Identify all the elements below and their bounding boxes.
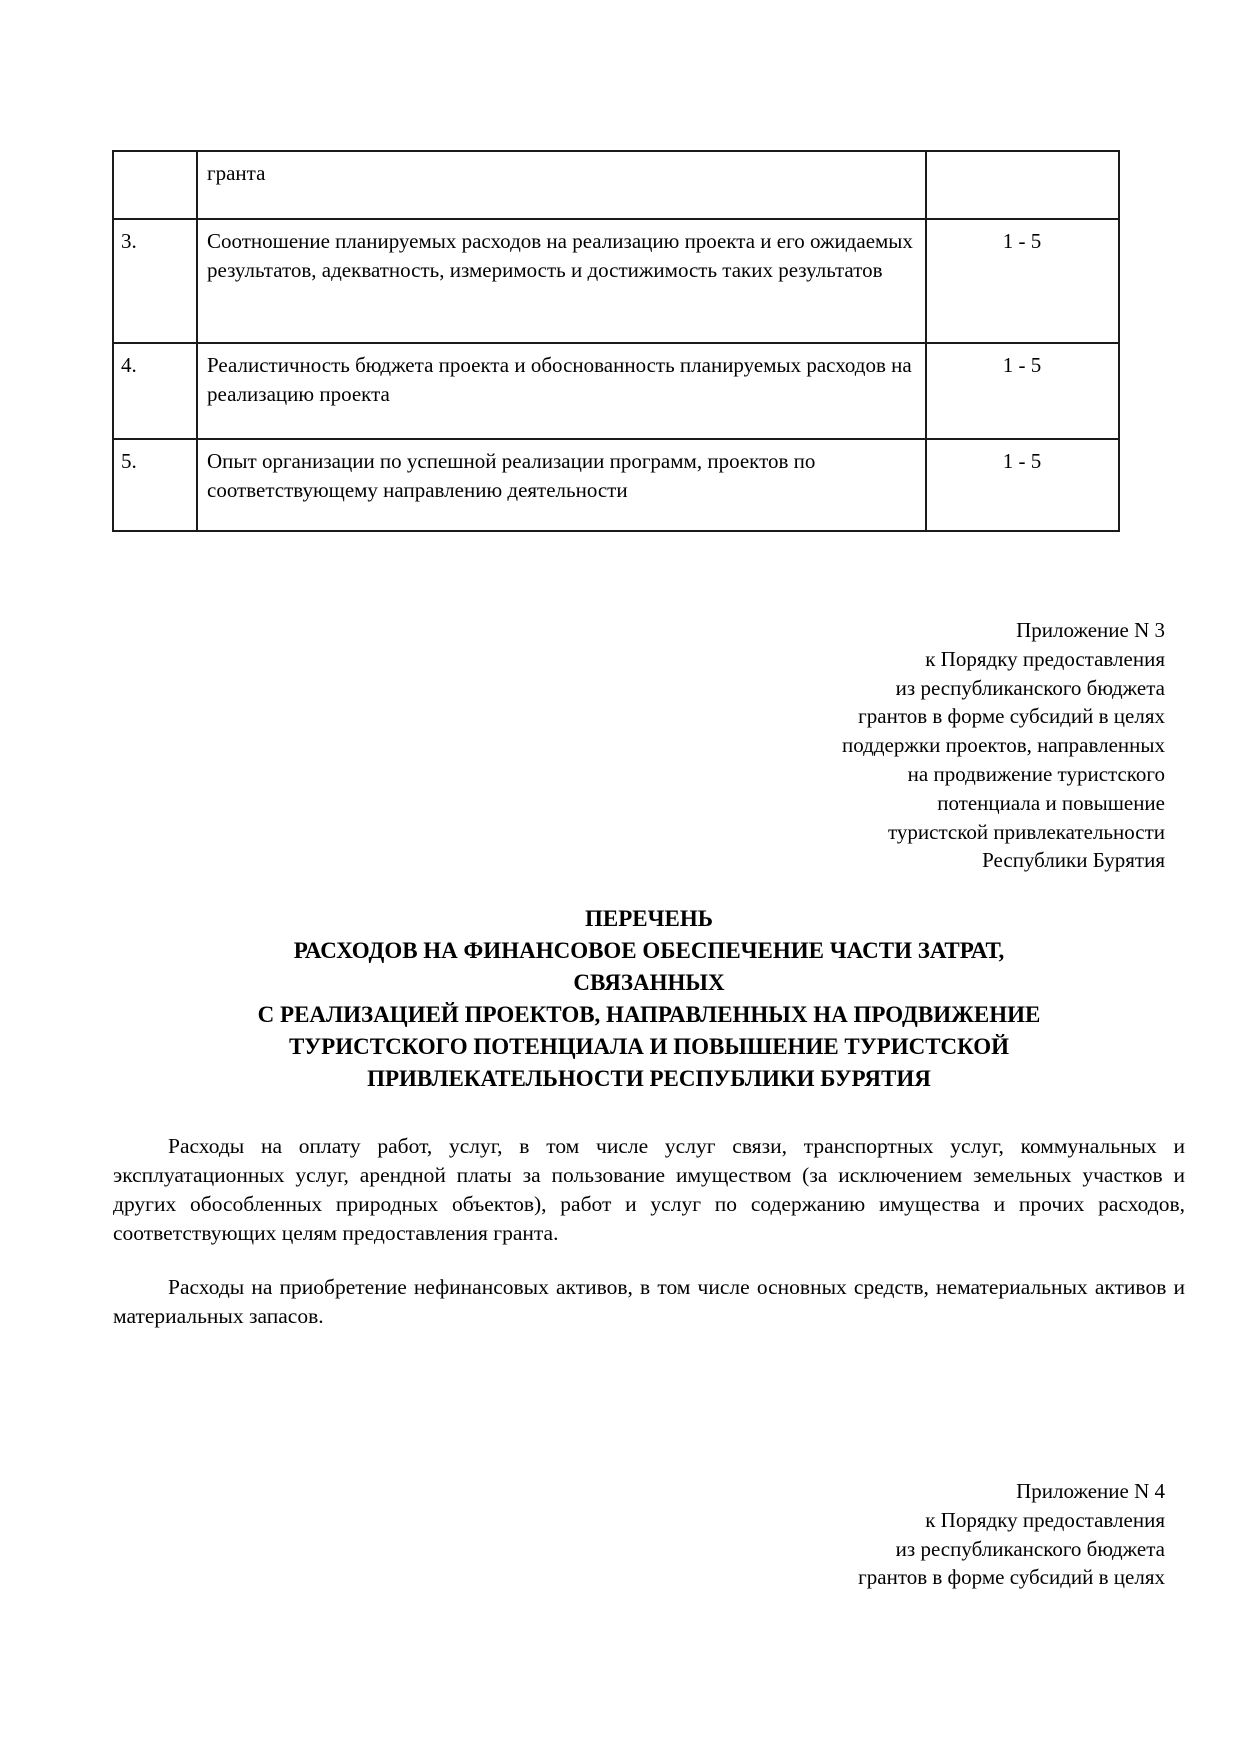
appendix-line: туристской привлекательности — [888, 819, 1165, 844]
title-line: С РЕАЛИЗАЦИЕЙ ПРОЕКТОВ, НАПРАВЛЕННЫХ НА ПРОДВИЖЕНИЕ — [257, 1002, 1041, 1027]
paragraph-expenses-assets: Расходы на приобретение нефинансовых активов, в том числе основных средств, нематериальных активов и материальных запасов. — [113, 1275, 1185, 1328]
appendix-line: поддержки проектов, направленных — [842, 733, 1165, 758]
criteria-cell: Реалистичность бюджета проекта и обоснованность планируемых расходов на реализацию проекта — [197, 343, 926, 439]
criteria-table — [112, 150, 1120, 532]
paragraph-expenses-works-services: Расходы на оплату работ, услуг, в том числе услуг связи, транспортных услуг, коммунальных и эксплуатационных услуг, арендной платы за пользование имуществом (за исключением земельных участков и других обособленных природных объектов), работ и услуг по содержанию имущества и прочих расходов, соответствующих целям предоставления гранта. — [113, 1134, 1185, 1245]
row-number-cell: 3. — [113, 219, 197, 343]
table-row — [113, 219, 1119, 343]
criteria-cell: гранта — [197, 151, 926, 219]
criteria-cell: Соотношение планируемых расходов на реализацию проекта и его ожидаемых результатов, адекватность, измеримость и достижимость таких результатов — [197, 219, 926, 343]
table-row — [113, 439, 1119, 531]
table-row — [113, 151, 1119, 219]
appendix-line: грантов в форме субсидий в целях — [858, 704, 1165, 729]
appendix-3-reference — [465, 616, 1165, 875]
table-row — [113, 343, 1119, 439]
appendix-line: грантов в форме субсидий в целях — [858, 1565, 1165, 1590]
row-number-cell: 5. — [113, 439, 197, 531]
title-line: РАСХОДОВ НА ФИНАНСОВОЕ ОБЕСПЕЧЕНИЕ ЧАСТИ ЗАТРАТ, — [293, 938, 1005, 963]
row-number-cell: 4. — [113, 343, 197, 439]
appendix-line: к Порядку предоставления — [925, 1507, 1165, 1532]
appendix-line: Республики Бурятия — [982, 848, 1165, 873]
score-range-cell: 1 - 5 — [926, 439, 1119, 531]
title-line: ТУРИСТСКОГО ПОТЕНЦИАЛА И ПОВЫШЕНИЕ ТУРИСТСКОЙ — [288, 1034, 1010, 1059]
appendix-line: из республиканского бюджета — [895, 1536, 1165, 1561]
appendix-line: Приложение N 4 — [1016, 1479, 1165, 1503]
score-range-cell: 1 - 5 — [926, 343, 1119, 439]
title-line: ПЕРЕЧЕНЬ — [585, 906, 713, 931]
appendix-line: к Порядку предоставления — [925, 646, 1165, 671]
appendix-line: Приложение N 3 — [1016, 618, 1165, 642]
row-number-cell — [113, 151, 197, 219]
document-title — [113, 903, 1185, 1095]
appendix-line: из республиканского бюджета — [895, 675, 1165, 700]
title-line: ПРИВЛЕКАТЕЛЬНОСТИ РЕСПУБЛИКИ БУРЯТИЯ — [367, 1066, 931, 1091]
score-range-cell — [926, 151, 1119, 219]
appendix-line: потенциала и повышение — [937, 790, 1165, 815]
criteria-cell: Опыт организации по успешной реализации программ, проектов по соответствующему направлению деятельности — [197, 439, 926, 531]
score-range-cell: 1 - 5 — [926, 219, 1119, 343]
appendix-line: на продвижение туристского — [907, 761, 1165, 786]
title-line: СВЯЗАННЫХ — [573, 970, 725, 995]
appendix-4-reference — [465, 1477, 1165, 1592]
